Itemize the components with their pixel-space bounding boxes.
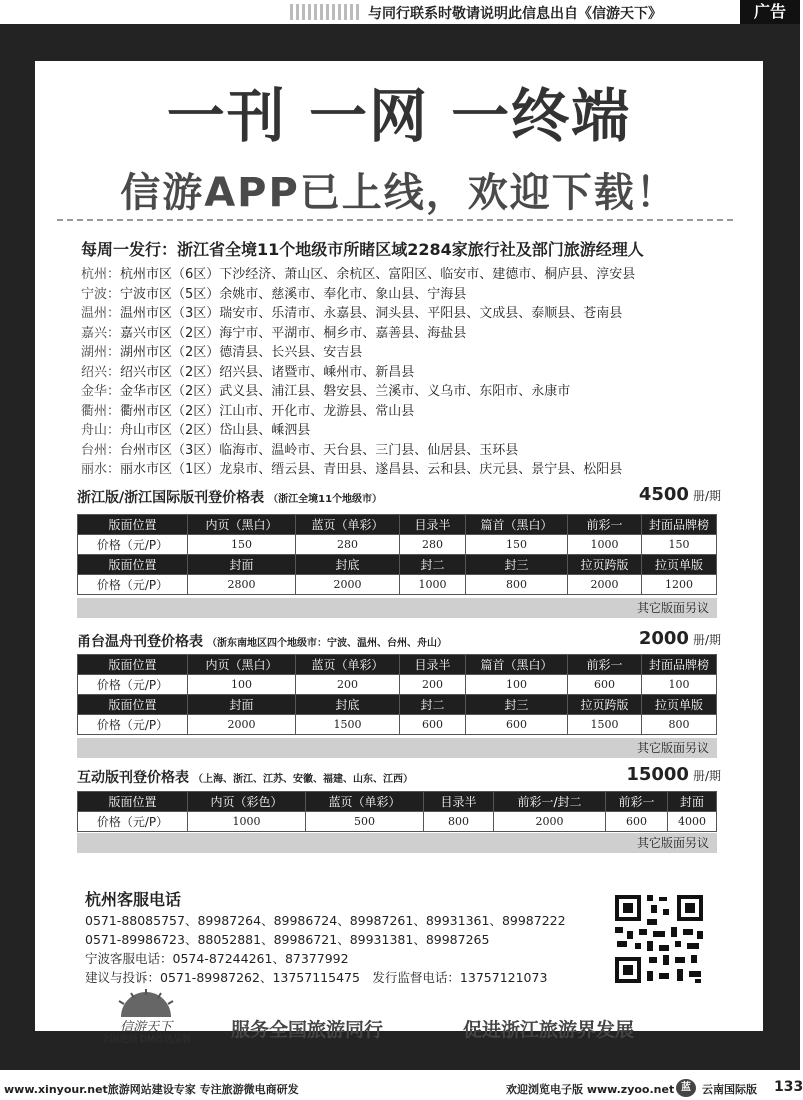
edition-name: 云南国际版 [702,1083,757,1096]
table-cell: 100 [188,675,296,695]
table-cell: 目录半 [424,792,494,812]
table-row [78,695,717,715]
slogan-left: 服务全国旅游同行 [231,1019,384,1041]
ad-tag: 广告 [740,0,800,24]
service-title: 杭州客服电话 [85,890,182,909]
table-title-text: 浙江版/浙江国际版刊登价格表 [77,490,265,506]
city-row [81,343,721,363]
city-name: 杭州： [81,267,121,282]
city-areas: 温州市区（3区）瑞安市、乐清市、永嘉县、洞头县、平阳县、文成县、泰顺县、苍南县 [120,306,623,321]
table-row [78,555,717,575]
table-cell: 150 [642,535,717,555]
table-cell: 封面 [668,792,717,812]
table-cell: 封底 [296,695,400,715]
other-pages-note: 其它版面另议 [77,738,717,758]
dashed-divider [57,219,733,221]
city-areas: 杭州市区（6区）下沙经济、萧山区、余杭区、富阳区、临安市、建德市、桐庐县、淳安县 [120,267,636,282]
table-cell: 价格（元/P） [78,675,188,695]
city-name: 丽水： [81,462,121,477]
city-name: 绍兴： [81,364,121,380]
table-cell: 600 [400,715,466,735]
table-row [78,575,717,595]
table-row [78,675,717,695]
city-row [81,285,721,305]
footer-left: www.xinyour.net旅游网站建设专家 专注旅游微电商研发 [4,1083,299,1096]
city-row [81,382,721,402]
price-table-title [77,631,447,651]
footer-right: 欢迎浏览电子版 www.zyoo.net [506,1083,675,1096]
city-name: 嘉兴： [81,325,121,341]
city-areas: 宁波市区（5区）余姚市、慈溪市、奉化市、象山县、宁海县 [120,286,467,302]
table-cell: 拉页单版 [642,695,717,715]
table-title-text: 甬台温舟刊登价格表 [77,634,203,650]
table-cell: 篇首（黑白） [466,515,568,535]
price-table-title [77,487,382,507]
city-row [81,402,721,422]
ad-frame [0,24,800,1070]
table-row [78,535,717,555]
city-row [81,363,721,383]
city-row [81,460,721,480]
table-cell: 版面位置 [78,515,188,535]
table-cell: 800 [466,575,568,595]
price-table [77,514,717,595]
circulation [626,764,721,785]
service-phones [85,911,566,987]
table-cell: 价格（元/P） [78,715,188,735]
table-title-note: （上海、浙江、江苏、安徽、福建、山东、江西） [193,774,413,785]
logo-tagline: 全国连锁 DM首选品牌 [101,1035,191,1045]
table-cell: 价格（元/P） [78,535,188,555]
city-row [81,441,721,461]
subline: 信游APP已上线，欢迎下载！ [120,170,678,216]
table-row [78,812,717,832]
city-name: 温州： [81,306,121,321]
table-cell: 4000 [668,812,717,832]
city-row [81,324,721,344]
table-row [78,655,717,675]
table-cell: 蓝页（单彩） [306,792,424,812]
table-cell: 100 [642,675,717,695]
price-table-title [77,767,413,787]
table-cell: 内页（黑白） [188,515,296,535]
table-cell: 2000 [296,575,400,595]
city-row [81,304,721,324]
table-cell: 封二 [400,555,466,575]
table-cell: 版面位置 [78,555,188,575]
city-areas: 丽水市区（1区）龙泉市、缙云县、青田县、遂昌县、云和县、庆元县、景宁县、松阳县 [120,462,623,477]
table-cell: 150 [188,535,296,555]
table-cell: 2800 [188,575,296,595]
city-areas: 舟山市区（2区）岱山县、嵊泗县 [120,423,311,438]
city-name: 金华： [81,384,121,399]
table-cell: 200 [296,675,400,695]
qr-code [611,891,707,987]
table-cell: 800 [642,715,717,735]
city-list [81,265,721,480]
table-cell: 1000 [568,535,642,555]
table-cell: 1000 [400,575,466,595]
circulation-unit: 册/期 [692,489,721,503]
logo-name: 信游天下 [119,1020,173,1035]
circulation-unit: 册/期 [692,769,721,783]
table-cell: 280 [400,535,466,555]
table-cell: 800 [424,812,494,832]
table-cell: 封底 [296,555,400,575]
table-cell: 蓝页（单彩） [296,655,400,675]
phone-line: 建议与投诉：0571-89987262、13757115475 发行监督电话：13757121073 [85,970,548,985]
city-name: 舟山： [81,423,121,438]
table-cell: 封面 [188,695,296,715]
table-cell: 1500 [568,715,642,735]
hatch-decoration [290,4,360,20]
slogan-right: 促进浙江旅游界发展 [463,1019,635,1041]
table-cell: 280 [296,535,400,555]
table-title-text: 互动版刊登价格表 [77,770,189,786]
table-cell: 150 [466,535,568,555]
table-cell: 封三 [466,555,568,575]
city-name: 湖州： [81,345,121,360]
city-areas: 嘉兴市区（2区）海宁市、平湖市、桐乡市、嘉善县、海盐县 [120,325,467,341]
table-cell: 篇首（黑白） [466,655,568,675]
phone-line: 0571-89986723、88052881、89986721、89931381、89987265 [85,932,490,947]
table-row [78,792,717,812]
table-cell: 版面位置 [78,792,188,812]
page-number: 133 [774,1079,803,1095]
city-areas: 衢州市区（2区）江山市、开化市、龙游县、常山县 [120,403,415,419]
table-cell: 1200 [642,575,717,595]
table-cell: 目录半 [400,515,466,535]
circulation-number: 15000 [626,764,689,785]
table-cell: 500 [306,812,424,832]
circulation-unit: 册/期 [692,633,721,647]
table-cell: 1000 [188,812,306,832]
brand-logo [91,987,201,1043]
table-cell: 100 [466,675,568,695]
table-cell: 前彩一 [568,515,642,535]
table-cell: 前彩一/封二 [494,792,606,812]
table-cell: 600 [466,715,568,735]
ad-panel [35,61,763,1045]
weekly-distribution: 每周一发行：浙江省全境11个地级市所睹区域2284家旅行社及部门旅游经理人 [81,240,644,259]
table-cell: 封面品牌榜 [642,655,717,675]
table-cell: 拉页单版 [642,555,717,575]
table-cell: 封二 [400,695,466,715]
table-title-note: （浙东南地区四个地级市：宁波、温州、台州、舟山） [207,638,447,649]
table-cell: 内页（彩色） [188,792,306,812]
table-cell: 价格（元/P） [78,575,188,595]
banner-text: 与同行联系时敬请说明此信息出自《信游天下》 [368,6,662,22]
top-banner [0,0,800,24]
price-table [77,791,717,832]
circulation-number: 2000 [638,628,689,649]
table-row [78,515,717,535]
edition-badge: 蓝 [676,1079,696,1097]
circulation-number: 4500 [638,484,689,505]
table-cell: 2000 [494,812,606,832]
table-cell: 拉页跨版 [568,695,642,715]
table-title-note: （浙江全境11个地级市） [268,494,383,505]
city-row [81,265,721,285]
city-areas: 绍兴市区（2区）绍兴县、诸暨市、嵊州市、新昌县 [120,364,415,380]
city-name: 宁波： [81,286,121,302]
table-cell: 封面 [188,555,296,575]
table-cell: 内页（黑白） [188,655,296,675]
table-cell: 蓝页（单彩） [296,515,400,535]
circulation [639,628,721,649]
price-table [77,654,717,735]
table-cell: 前彩一 [568,655,642,675]
circulation [639,484,721,505]
table-cell: 拉页跨版 [568,555,642,575]
city-areas: 湖州市区（2区）德清县、长兴县、安吉县 [120,345,363,360]
sun-logo-icon [91,987,201,1043]
other-pages-note: 其它版面另议 [77,598,717,618]
other-pages-note: 其它版面另议 [77,833,717,853]
table-cell: 封三 [466,695,568,715]
table-cell: 目录半 [400,655,466,675]
table-cell: 前彩一 [606,792,668,812]
phone-line: 宁波客服电话：0574-87244261、87377992 [85,951,349,966]
table-cell: 600 [568,675,642,695]
table-cell: 2000 [568,575,642,595]
table-cell: 2000 [188,715,296,735]
city-name: 台州： [81,442,121,458]
table-cell: 200 [400,675,466,695]
table-row [78,715,717,735]
table-cell: 1500 [296,715,400,735]
table-cell: 价格（元/P） [78,812,188,832]
city-areas: 金华市区（2区）武义县、浦江县、磐安县、兰溪市、义乌市、东阳市、永康市 [120,384,571,399]
qr-code-graphic [611,891,707,987]
table-cell: 版面位置 [78,655,188,675]
page-footer [0,1076,803,1100]
phone-line: 0571-88085757、89987264、89986724、89987261、89931361、89987222 [85,913,566,928]
city-name: 衢州： [81,403,121,419]
table-cell: 版面位置 [78,695,188,715]
headline: 一刊 一网 一终端 [166,82,632,150]
table-cell: 封面品牌榜 [642,515,717,535]
city-areas: 台州市区（3区）临海市、温岭市、天台县、三门县、仙居县、玉环县 [120,442,519,458]
city-row [81,421,721,441]
table-cell: 600 [606,812,668,832]
